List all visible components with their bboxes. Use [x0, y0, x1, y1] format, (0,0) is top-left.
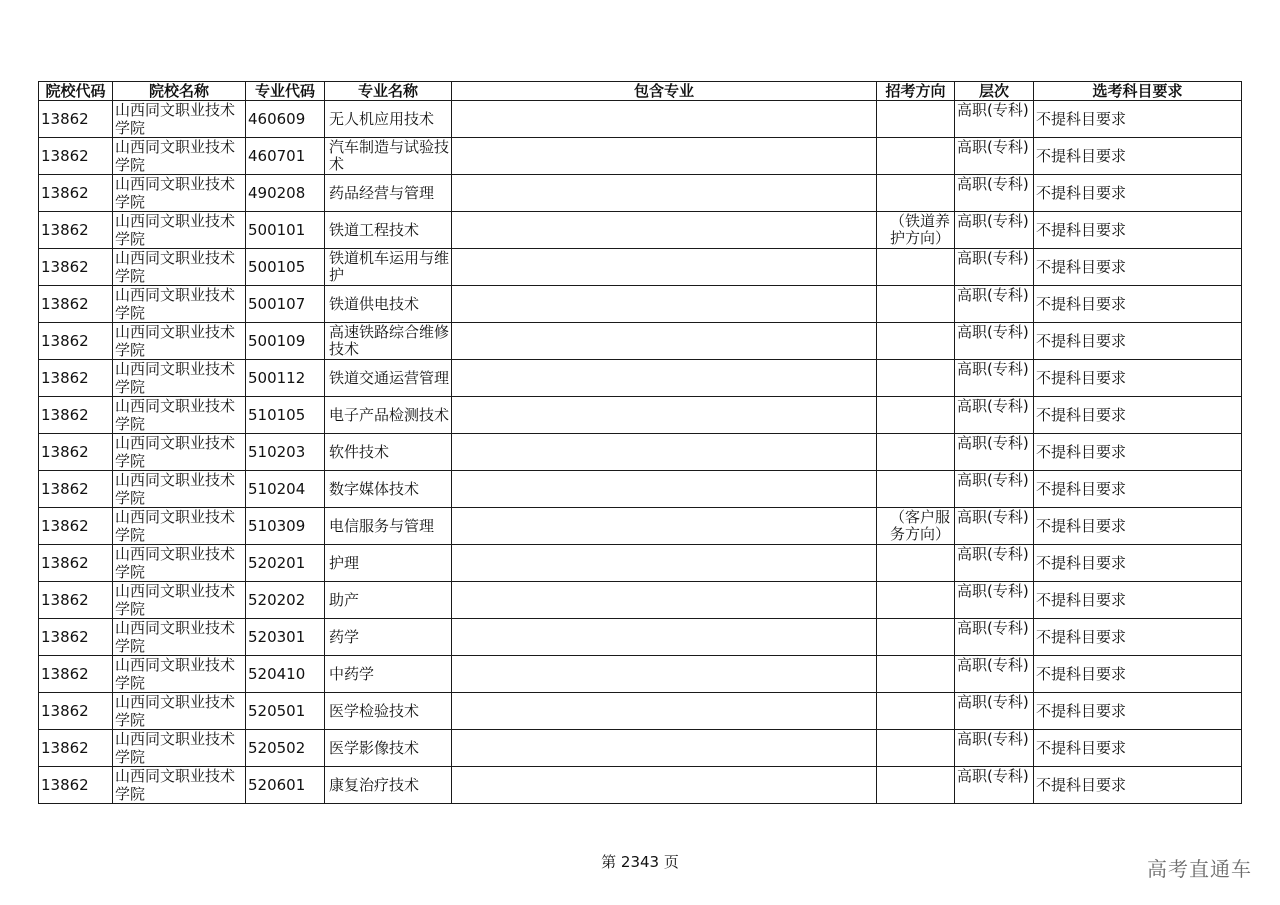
cell-level: 高职(专科) — [955, 656, 1034, 693]
header-subject-requirement: 选考科目要求 — [1034, 82, 1242, 101]
cell-major-code: 460609 — [246, 101, 325, 138]
cell-major-code: 520410 — [246, 656, 325, 693]
cell-level: 高职(专科) — [955, 397, 1034, 434]
cell-included-majors — [452, 545, 877, 582]
header-level: 层次 — [955, 82, 1034, 101]
cell-major-code: 520501 — [246, 693, 325, 730]
table-header — [39, 82, 1242, 101]
cell-major-code: 490208 — [246, 175, 325, 212]
cell-subject-requirement: 不提科目要求 — [1034, 101, 1242, 138]
table-body — [39, 101, 1242, 804]
cell-subject-requirement: 不提科目要求 — [1034, 656, 1242, 693]
cell-school-name: 山西同文职业技术学院 — [113, 212, 246, 249]
cell-major-code: 520601 — [246, 767, 325, 804]
header-direction: 招考方向 — [877, 82, 955, 101]
cell-school-name: 山西同文职业技术学院 — [113, 138, 246, 175]
cell-included-majors — [452, 582, 877, 619]
cell-direction: （铁道养护方向） — [877, 212, 955, 249]
table-row — [39, 471, 1242, 508]
cell-major-code: 500112 — [246, 360, 325, 397]
header-school-name: 院校名称 — [113, 82, 246, 101]
cell-included-majors — [452, 286, 877, 323]
cell-school-code: 13862 — [39, 767, 113, 804]
cell-level: 高职(专科) — [955, 249, 1034, 286]
cell-subject-requirement: 不提科目要求 — [1034, 508, 1242, 545]
cell-major-name: 电子产品检测技术 — [325, 397, 452, 434]
cell-level: 高职(专科) — [955, 286, 1034, 323]
cell-major-code: 520201 — [246, 545, 325, 582]
cell-direction — [877, 286, 955, 323]
cell-direction — [877, 101, 955, 138]
cell-included-majors — [452, 397, 877, 434]
cell-major-code: 520202 — [246, 582, 325, 619]
cell-direction — [877, 138, 955, 175]
cell-subject-requirement: 不提科目要求 — [1034, 323, 1242, 360]
cell-major-name: 铁道机车运用与维护 — [325, 249, 452, 286]
table-row — [39, 730, 1242, 767]
cell-direction — [877, 582, 955, 619]
cell-subject-requirement: 不提科目要求 — [1034, 397, 1242, 434]
cell-included-majors — [452, 175, 877, 212]
cell-school-name: 山西同文职业技术学院 — [113, 730, 246, 767]
cell-major-code: 500109 — [246, 323, 325, 360]
cell-school-name: 山西同文职业技术学院 — [113, 101, 246, 138]
cell-level: 高职(专科) — [955, 693, 1034, 730]
cell-school-name: 山西同文职业技术学院 — [113, 693, 246, 730]
header-row — [39, 82, 1242, 101]
cell-direction — [877, 323, 955, 360]
cell-level: 高职(专科) — [955, 101, 1034, 138]
cell-major-name: 汽车制造与试验技术 — [325, 138, 452, 175]
cell-major-name: 铁道工程技术 — [325, 212, 452, 249]
cell-school-name: 山西同文职业技术学院 — [113, 434, 246, 471]
header-major-name: 专业名称 — [325, 82, 452, 101]
cell-direction — [877, 249, 955, 286]
cell-included-majors — [452, 656, 877, 693]
cell-included-majors — [452, 471, 877, 508]
cell-level: 高职(专科) — [955, 767, 1034, 804]
cell-level: 高职(专科) — [955, 730, 1034, 767]
cell-major-name: 无人机应用技术 — [325, 101, 452, 138]
cell-major-name: 医学检验技术 — [325, 693, 452, 730]
cell-major-code: 510105 — [246, 397, 325, 434]
cell-level: 高职(专科) — [955, 434, 1034, 471]
cell-major-name: 护理 — [325, 545, 452, 582]
cell-included-majors — [452, 360, 877, 397]
cell-major-code: 500101 — [246, 212, 325, 249]
cell-direction — [877, 175, 955, 212]
cell-school-name: 山西同文职业技术学院 — [113, 545, 246, 582]
cell-subject-requirement: 不提科目要求 — [1034, 286, 1242, 323]
cell-school-name: 山西同文职业技术学院 — [113, 286, 246, 323]
cell-included-majors — [452, 767, 877, 804]
table-row — [39, 249, 1242, 286]
cell-major-code: 510204 — [246, 471, 325, 508]
cell-subject-requirement: 不提科目要求 — [1034, 545, 1242, 582]
cell-major-name: 铁道交通运营管理 — [325, 360, 452, 397]
cell-school-code: 13862 — [39, 619, 113, 656]
cell-school-code: 13862 — [39, 545, 113, 582]
cell-included-majors — [452, 101, 877, 138]
cell-included-majors — [452, 138, 877, 175]
cell-level: 高职(专科) — [955, 471, 1034, 508]
cell-subject-requirement: 不提科目要求 — [1034, 249, 1242, 286]
table-row — [39, 656, 1242, 693]
cell-included-majors — [452, 323, 877, 360]
cell-level: 高职(专科) — [955, 323, 1034, 360]
cell-school-name: 山西同文职业技术学院 — [113, 249, 246, 286]
cell-school-name: 山西同文职业技术学院 — [113, 471, 246, 508]
cell-school-code: 13862 — [39, 582, 113, 619]
table-row — [39, 286, 1242, 323]
cell-school-name: 山西同文职业技术学院 — [113, 619, 246, 656]
table-row — [39, 360, 1242, 397]
table-row — [39, 619, 1242, 656]
cell-major-name: 药学 — [325, 619, 452, 656]
cell-subject-requirement: 不提科目要求 — [1034, 767, 1242, 804]
cell-subject-requirement: 不提科目要求 — [1034, 138, 1242, 175]
table-row — [39, 175, 1242, 212]
cell-school-name: 山西同文职业技术学院 — [113, 508, 246, 545]
cell-direction — [877, 619, 955, 656]
table-row — [39, 693, 1242, 730]
cell-level: 高职(专科) — [955, 508, 1034, 545]
table-row — [39, 508, 1242, 545]
cell-school-code: 13862 — [39, 397, 113, 434]
cell-subject-requirement: 不提科目要求 — [1034, 582, 1242, 619]
cell-included-majors — [452, 730, 877, 767]
table-row — [39, 101, 1242, 138]
admissions-table — [38, 81, 1242, 804]
cell-school-code: 13862 — [39, 471, 113, 508]
page-number: 第 2343 页 — [601, 853, 679, 871]
table-row — [39, 767, 1242, 804]
cell-school-code: 13862 — [39, 138, 113, 175]
cell-major-code: 510309 — [246, 508, 325, 545]
cell-major-name: 电信服务与管理 — [325, 508, 452, 545]
cell-school-code: 13862 — [39, 286, 113, 323]
cell-direction — [877, 656, 955, 693]
cell-school-code: 13862 — [39, 212, 113, 249]
cell-school-code: 13862 — [39, 693, 113, 730]
cell-school-name: 山西同文职业技术学院 — [113, 397, 246, 434]
cell-school-code: 13862 — [39, 323, 113, 360]
header-included-majors: 包含专业 — [452, 82, 877, 101]
cell-included-majors — [452, 434, 877, 471]
cell-major-name: 高速铁路综合维修技术 — [325, 323, 452, 360]
header-school-code: 院校代码 — [39, 82, 113, 101]
cell-school-code: 13862 — [39, 508, 113, 545]
cell-level: 高职(专科) — [955, 212, 1034, 249]
cell-major-code: 520301 — [246, 619, 325, 656]
cell-included-majors — [452, 212, 877, 249]
cell-major-name: 康复治疗技术 — [325, 767, 452, 804]
cell-direction: （客户服务方向） — [877, 508, 955, 545]
watermark: 高考直通车 — [1147, 857, 1252, 881]
cell-included-majors — [452, 693, 877, 730]
cell-major-name: 中药学 — [325, 656, 452, 693]
cell-school-code: 13862 — [39, 175, 113, 212]
cell-major-code: 460701 — [246, 138, 325, 175]
cell-direction — [877, 545, 955, 582]
cell-school-code: 13862 — [39, 360, 113, 397]
cell-direction — [877, 730, 955, 767]
cell-major-name: 药品经营与管理 — [325, 175, 452, 212]
cell-direction — [877, 434, 955, 471]
table-row — [39, 138, 1242, 175]
cell-school-code: 13862 — [39, 656, 113, 693]
table-row — [39, 212, 1242, 249]
cell-major-name: 铁道供电技术 — [325, 286, 452, 323]
cell-school-name: 山西同文职业技术学院 — [113, 360, 246, 397]
cell-school-code: 13862 — [39, 434, 113, 471]
cell-subject-requirement: 不提科目要求 — [1034, 434, 1242, 471]
cell-level: 高职(专科) — [955, 175, 1034, 212]
header-major-code: 专业代码 — [246, 82, 325, 101]
cell-major-code: 500107 — [246, 286, 325, 323]
cell-school-name: 山西同文职业技术学院 — [113, 656, 246, 693]
cell-direction — [877, 471, 955, 508]
cell-level: 高职(专科) — [955, 582, 1034, 619]
cell-subject-requirement: 不提科目要求 — [1034, 619, 1242, 656]
cell-major-code: 510203 — [246, 434, 325, 471]
cell-major-code: 500105 — [246, 249, 325, 286]
cell-major-code: 520502 — [246, 730, 325, 767]
cell-subject-requirement: 不提科目要求 — [1034, 212, 1242, 249]
cell-subject-requirement: 不提科目要求 — [1034, 471, 1242, 508]
cell-included-majors — [452, 619, 877, 656]
cell-direction — [877, 767, 955, 804]
cell-direction — [877, 360, 955, 397]
cell-major-name: 软件技术 — [325, 434, 452, 471]
table-row — [39, 545, 1242, 582]
cell-direction — [877, 693, 955, 730]
cell-subject-requirement: 不提科目要求 — [1034, 360, 1242, 397]
cell-subject-requirement: 不提科目要求 — [1034, 175, 1242, 212]
cell-major-name: 数字媒体技术 — [325, 471, 452, 508]
cell-school-name: 山西同文职业技术学院 — [113, 175, 246, 212]
cell-subject-requirement: 不提科目要求 — [1034, 693, 1242, 730]
cell-level: 高职(专科) — [955, 360, 1034, 397]
cell-school-name: 山西同文职业技术学院 — [113, 323, 246, 360]
cell-school-name: 山西同文职业技术学院 — [113, 767, 246, 804]
cell-level: 高职(专科) — [955, 619, 1034, 656]
table-row — [39, 434, 1242, 471]
table-row — [39, 323, 1242, 360]
cell-school-name: 山西同文职业技术学院 — [113, 582, 246, 619]
cell-level: 高职(专科) — [955, 138, 1034, 175]
cell-school-code: 13862 — [39, 101, 113, 138]
cell-school-code: 13862 — [39, 249, 113, 286]
cell-included-majors — [452, 508, 877, 545]
cell-school-code: 13862 — [39, 730, 113, 767]
table-row — [39, 397, 1242, 434]
cell-major-name: 助产 — [325, 582, 452, 619]
cell-major-name: 医学影像技术 — [325, 730, 452, 767]
cell-direction — [877, 397, 955, 434]
table-row — [39, 582, 1242, 619]
cell-subject-requirement: 不提科目要求 — [1034, 730, 1242, 767]
cell-level: 高职(专科) — [955, 545, 1034, 582]
cell-included-majors — [452, 249, 877, 286]
